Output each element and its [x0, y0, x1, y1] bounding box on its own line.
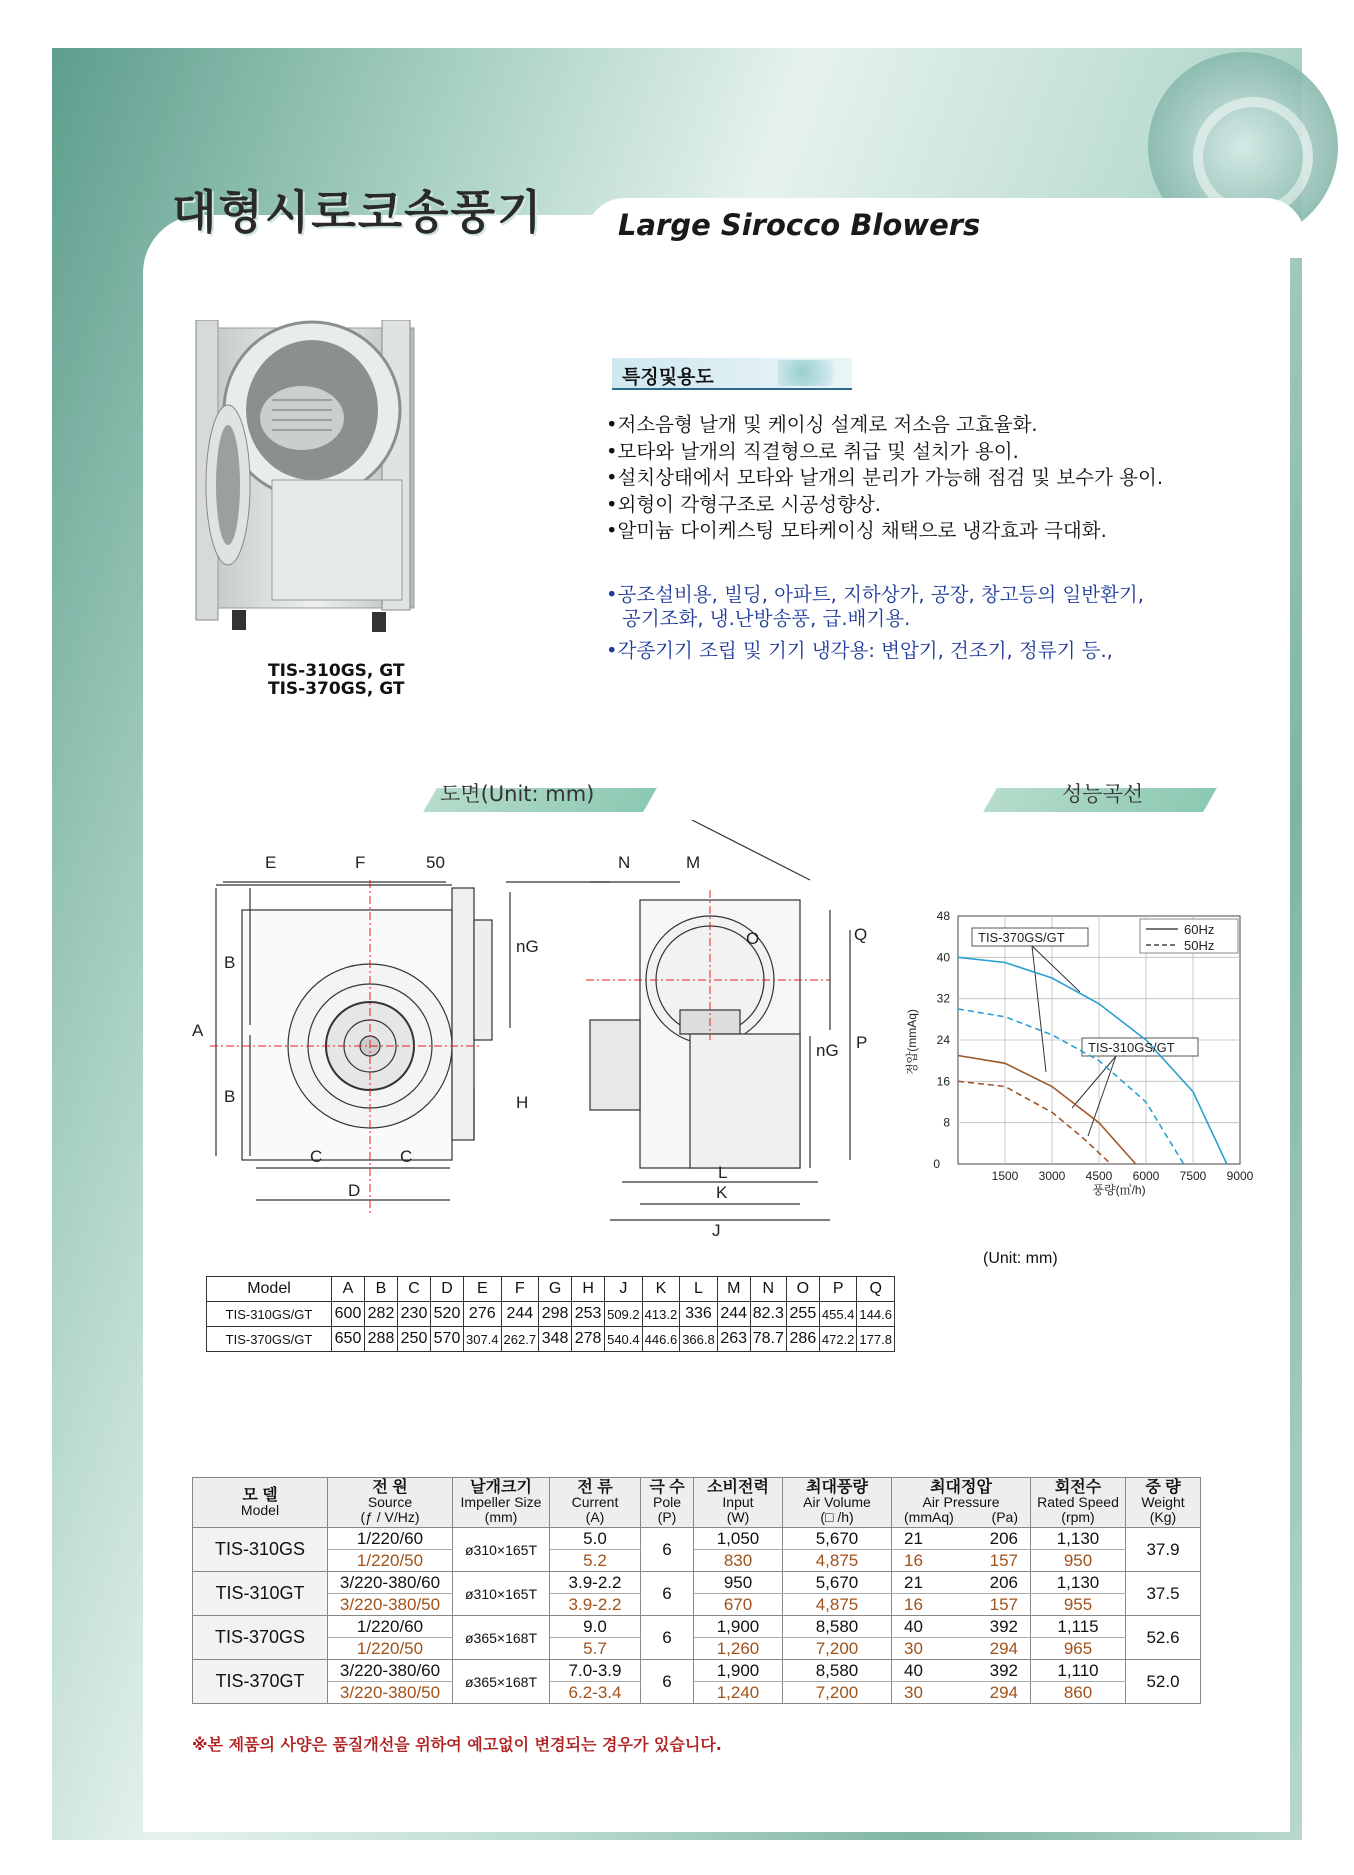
dimension-cell: 366.8 — [680, 1327, 718, 1352]
chart-y-axis-label: 정압(mmAq) — [905, 1009, 919, 1075]
dimension-cell: 348 — [539, 1327, 572, 1352]
spec-pressure-mmaq: 21 — [904, 1528, 923, 1548]
dimension-cell: 282 — [365, 1302, 398, 1327]
spec-input: 830 — [694, 1550, 783, 1572]
usage-list — [606, 583, 1144, 663]
spec-pressure-pa: 392 — [989, 1616, 1018, 1636]
spec-row — [193, 1594, 1201, 1616]
spec-impeller: ø365×168T — [453, 1616, 550, 1660]
spec-pole: 6 — [641, 1572, 694, 1616]
spec-pressure-mmaq: 21 — [904, 1572, 923, 1592]
dim-label-50: 50 — [426, 853, 445, 872]
dimension-cell: 144.6 — [857, 1302, 895, 1327]
chart-y-tick-label: 32 — [936, 991, 950, 1006]
dimension-cell: 276 — [464, 1302, 502, 1327]
chart-x-tick-label: 7500 — [1179, 1169, 1207, 1183]
dimension-cell: 650 — [332, 1327, 365, 1352]
spec-impeller: ø365×168T — [453, 1660, 550, 1704]
chart-y-tick-label: 16 — [936, 1074, 950, 1089]
spec-change-note: ※본 제품의 사양은 품질개선을 위하여 예고없이 변경되는 경우가 있습니다. — [192, 1735, 722, 1754]
dimension-cell: 263 — [717, 1327, 750, 1352]
dimension-row — [207, 1327, 895, 1352]
dimension-cell: 472.2 — [819, 1327, 857, 1352]
spec-pressure — [892, 1550, 1031, 1572]
dimension-header-cell: G — [539, 1277, 572, 1302]
spec-header-air-pressure: 최대정압 Air Pressure (mmAq) (Pa) — [892, 1478, 1031, 1528]
spec-pressure — [892, 1572, 1031, 1594]
spec-header-current: 전 류 Current (A) — [550, 1478, 641, 1528]
usage-item: •각종기기 조립 및 기기 냉각용: 변압기, 건조기, 정류기 등., — [606, 639, 1113, 662]
features-heading: 특징및용도 — [622, 366, 714, 388]
spec-pole: 6 — [641, 1616, 694, 1660]
spec-header-row — [193, 1478, 1201, 1528]
spec-row — [193, 1638, 1201, 1660]
dimension-cell: 278 — [572, 1327, 605, 1352]
chart-x-tick-label: 4500 — [1085, 1169, 1113, 1183]
chart-series-group — [958, 957, 1227, 1164]
spec-pressure-mmaq: 40 — [904, 1616, 923, 1636]
dimension-unit-note: (Unit: mm) — [983, 1250, 1058, 1267]
chart-y-tick-label: 48 — [936, 909, 950, 923]
dim-label-B: B — [224, 953, 236, 972]
spec-pressure-pa: 157 — [989, 1594, 1018, 1614]
dimension-header-cell: J — [605, 1277, 643, 1302]
dim-label-L: L — [718, 1163, 728, 1182]
feature-item: •알미늄 다이케스팅 모타케이싱 채택으로 냉각효과 극대화. — [606, 519, 1107, 542]
model-line: TIS-310GS, GT — [268, 661, 405, 681]
spec-source: 1/220/50 — [328, 1638, 453, 1660]
dim-label-P: P — [856, 1033, 868, 1052]
dim-label-H: H — [516, 1093, 529, 1112]
dimension-cell: 230 — [398, 1302, 431, 1327]
blower-photo — [192, 320, 432, 650]
spec-pressure-pa: 392 — [989, 1660, 1018, 1680]
spec-weight: 37.9 — [1126, 1528, 1201, 1572]
dimension-cell: TIS-370GS/GT — [207, 1327, 332, 1352]
dimension-cell: 509.2 — [605, 1302, 643, 1327]
dimension-cell: 446.6 — [642, 1327, 680, 1352]
spec-speed: 1,130 — [1031, 1528, 1126, 1550]
dimension-header-cell: A — [332, 1277, 365, 1302]
chart-legend-label: 60Hz — [1184, 922, 1215, 937]
spec-pole: 6 — [641, 1528, 694, 1572]
chart-x-tick-label: 9000 — [1226, 1169, 1254, 1183]
dim-label-C: C — [400, 1147, 413, 1166]
dimension-header-cell: C — [398, 1277, 431, 1302]
dim-label-nG: nG — [816, 1041, 839, 1060]
product-model-label — [268, 662, 405, 698]
chart-annotation: TIS-370GS/GT — [978, 930, 1065, 945]
spec-input: 1,260 — [694, 1638, 783, 1660]
dimension-row — [207, 1302, 895, 1327]
dimension-table — [206, 1276, 895, 1352]
dim-label-B: B — [224, 1087, 236, 1106]
dimension-header-cell: L — [680, 1277, 718, 1302]
spec-pressure-mmaq: 40 — [904, 1660, 923, 1680]
feature-item: •저소음형 날개 및 케이싱 설계로 저소음 고효율화. — [606, 413, 1038, 436]
chart-text-group — [904, 909, 1254, 1197]
spec-volume: 4,875 — [783, 1594, 892, 1616]
dimension-cell: 336 — [680, 1302, 718, 1327]
spec-model: TIS-370GS — [193, 1616, 328, 1660]
dimension-header-cell: Model — [207, 1277, 332, 1302]
spec-impeller: ø310×165T — [453, 1572, 550, 1616]
chart-series-line — [958, 1009, 1184, 1164]
spec-model: TIS-310GT — [193, 1572, 328, 1616]
chart-heading: 성능곡선 — [1062, 782, 1144, 806]
dimension-cell: 82.3 — [750, 1302, 786, 1327]
dimension-header-cell: Q — [857, 1277, 895, 1302]
dimension-header-cell: E — [464, 1277, 502, 1302]
dimension-cell: 307.4 — [464, 1327, 502, 1352]
spec-row — [193, 1528, 1201, 1550]
dimension-header-cell: B — [365, 1277, 398, 1302]
spec-current: 7.0-3.9 — [550, 1660, 641, 1682]
dimension-cell: 78.7 — [750, 1327, 786, 1352]
spec-volume: 8,580 — [783, 1660, 892, 1682]
chart-annotation-pointer — [1072, 1056, 1116, 1108]
spec-header-model: 모 델 Model — [193, 1478, 328, 1528]
spec-header-input: 소비전력 Input (W) — [694, 1478, 783, 1528]
spec-source: 3/220-380/60 — [328, 1660, 453, 1682]
spec-pressure — [892, 1616, 1031, 1638]
chart-y-tick-label: 40 — [936, 950, 950, 965]
spec-row — [193, 1682, 1201, 1704]
chart-annotation-pointer — [1032, 946, 1080, 992]
spec-current: 3.9-2.2 — [550, 1572, 641, 1594]
spec-current: 5.2 — [550, 1550, 641, 1572]
spec-speed: 1,110 — [1031, 1660, 1126, 1682]
spec-pressure-pa: 206 — [989, 1572, 1018, 1592]
spec-pressure-pa: 294 — [989, 1682, 1018, 1702]
chart-x-tick-label: 0 — [933, 1157, 940, 1171]
dim-label-E: E — [265, 853, 277, 872]
spec-pressure — [892, 1528, 1031, 1550]
spec-source: 1/220/50 — [328, 1550, 453, 1572]
chart-annotation: TIS-310GS/GT — [1088, 1040, 1175, 1055]
dimension-cell: 570 — [431, 1327, 464, 1352]
dimension-body — [207, 1302, 895, 1352]
dimension-header-cell: P — [819, 1277, 857, 1302]
spec-impeller: ø310×165T — [453, 1528, 550, 1572]
dimension-cell: 413.2 — [642, 1302, 680, 1327]
spec-source: 3/220-380/50 — [328, 1594, 453, 1616]
technical-drawing — [190, 820, 910, 1240]
chart-x-axis-label: 풍량(㎥/h) — [1092, 1183, 1146, 1197]
spec-input: 1,240 — [694, 1682, 783, 1704]
spec-current: 9.0 — [550, 1616, 641, 1638]
dimension-header-cell: D — [431, 1277, 464, 1302]
chart-y-tick-label: 8 — [943, 1115, 950, 1130]
spec-weight: 37.5 — [1126, 1572, 1201, 1616]
spec-volume: 5,670 — [783, 1528, 892, 1550]
spec-volume: 5,670 — [783, 1572, 892, 1594]
spec-header-air-volume: 최대풍량 Air Volume (□ /h) — [783, 1478, 892, 1528]
chart-y-tick-label: 24 — [936, 1033, 950, 1047]
spec-volume: 7,200 — [783, 1638, 892, 1660]
spec-pressure-mmaq: 16 — [904, 1550, 923, 1570]
spec-header-source: 전 원 Source (ƒ / V/Hz) — [328, 1478, 453, 1528]
dimension-cell: 600 — [332, 1302, 365, 1327]
spec-pressure-mmaq: 30 — [904, 1638, 923, 1658]
spec-pressure — [892, 1638, 1031, 1660]
usage-item: •공조설비용, 빌딩, 아파트, 지하상가, 공장, 창고등의 일반환기, — [606, 583, 1144, 606]
spec-volume: 7,200 — [783, 1682, 892, 1704]
dimension-cell: 177.8 — [857, 1327, 895, 1352]
spec-source: 1/220/60 — [328, 1616, 453, 1638]
dimension-header-row — [207, 1277, 895, 1302]
chart-x-tick-label: 1500 — [991, 1169, 1019, 1183]
dimension-cell: 298 — [539, 1302, 572, 1327]
chart-x-tick-label: 6000 — [1132, 1169, 1160, 1183]
spec-current: 5.7 — [550, 1638, 641, 1660]
spec-row — [193, 1550, 1201, 1572]
dimension-cell: 253 — [572, 1302, 605, 1327]
dimension-header-cell: H — [572, 1277, 605, 1302]
dimension-cell: 455.4 — [819, 1302, 857, 1327]
chart-x-tick-label: 3000 — [1038, 1169, 1066, 1183]
dimension-header-cell: O — [786, 1277, 819, 1302]
spec-body — [193, 1528, 1201, 1704]
dim-label-N: N — [618, 853, 631, 872]
spec-current: 5.0 — [550, 1528, 641, 1550]
spec-current: 6.2-3.4 — [550, 1682, 641, 1704]
spec-header-speed: 회전수 Rated Speed (rpm) — [1031, 1478, 1126, 1528]
dimension-cell: 244 — [501, 1302, 539, 1327]
spec-source: 3/220-380/50 — [328, 1682, 453, 1704]
features-heading-bar — [612, 358, 852, 390]
spec-pressure-mmaq: 16 — [904, 1594, 923, 1614]
spec-pole: 6 — [641, 1660, 694, 1704]
spec-speed: 955 — [1031, 1594, 1126, 1616]
dim-label-A: A — [192, 1021, 204, 1040]
spec-pressure — [892, 1682, 1031, 1704]
dim-label-Q: Q — [854, 925, 868, 944]
dim-label-F: F — [355, 853, 366, 872]
fan-icon — [778, 360, 848, 386]
spec-weight: 52.0 — [1126, 1660, 1201, 1704]
dimension-cell: 520 — [431, 1302, 464, 1327]
spec-speed: 950 — [1031, 1550, 1126, 1572]
dimension-cell: 540.4 — [605, 1327, 643, 1352]
spec-pressure-pa: 206 — [989, 1528, 1018, 1548]
spec-weight: 52.6 — [1126, 1616, 1201, 1660]
spec-pressure-pa: 157 — [989, 1550, 1018, 1570]
dim-label-nG: nG — [516, 937, 539, 956]
spec-input: 670 — [694, 1594, 783, 1616]
spec-input: 1,900 — [694, 1660, 783, 1682]
spec-header-weight: 중 량 Weight (Kg) — [1126, 1478, 1201, 1528]
dimension-cell: 255 — [786, 1302, 819, 1327]
feature-list — [606, 412, 1163, 545]
spec-pressure-pa: 294 — [989, 1638, 1018, 1658]
feature-item: •외형이 각형구조로 시공성향상. — [606, 492, 881, 516]
spec-table — [192, 1477, 1201, 1704]
dim-label-M: M — [686, 853, 701, 872]
page-title-english: Large Sirocco Blowers — [618, 208, 981, 242]
dimension-cell: TIS-310GS/GT — [207, 1302, 332, 1327]
spec-row — [193, 1660, 1201, 1682]
dimension-cell: 288 — [365, 1327, 398, 1352]
spec-speed: 1,115 — [1031, 1616, 1126, 1638]
dimension-header-cell: F — [501, 1277, 539, 1302]
spec-row — [193, 1572, 1201, 1594]
dim-label-K: K — [716, 1183, 728, 1202]
feature-item: •설치상태에서 모타와 날개의 분리가 가능해 점검 및 보수가 용이. — [606, 466, 1164, 489]
dim-label-D: D — [348, 1181, 361, 1200]
dimension-cell: 262.7 — [501, 1327, 539, 1352]
feature-item: •모타와 날개의 직결형으로 취급 및 설치가 용이. — [606, 439, 1019, 463]
spec-speed: 1,130 — [1031, 1572, 1126, 1594]
drawing-heading: 도면(Unit: mm) — [440, 782, 595, 806]
spec-model: TIS-310GS — [193, 1528, 328, 1572]
spec-model: TIS-370GT — [193, 1660, 328, 1704]
dimension-header-cell: K — [642, 1277, 680, 1302]
spec-row — [193, 1616, 1201, 1638]
spec-speed: 965 — [1031, 1638, 1126, 1660]
spec-source: 3/220-380/60 — [328, 1572, 453, 1594]
spec-volume: 4,875 — [783, 1550, 892, 1572]
dimension-cell: 244 — [717, 1302, 750, 1327]
spec-pressure — [892, 1594, 1031, 1616]
chart-annotation-pointer — [1088, 1056, 1116, 1136]
performance-chart — [902, 892, 1262, 1212]
spec-input: 1,900 — [694, 1616, 783, 1638]
usage-item: 공기조화, 냉.난방송풍, 급.배기용. — [622, 607, 911, 630]
dimension-header-cell: M — [717, 1277, 750, 1302]
dim-label-O: O — [746, 929, 760, 948]
spec-source: 1/220/60 — [328, 1528, 453, 1550]
dimension-cell: 286 — [786, 1327, 819, 1352]
dim-label-C: C — [310, 1147, 323, 1166]
spec-volume: 8,580 — [783, 1616, 892, 1638]
chart-annotation-pointer — [1032, 946, 1046, 1072]
dimension-cell: 250 — [398, 1327, 431, 1352]
spec-speed: 860 — [1031, 1682, 1126, 1704]
spec-pressure — [892, 1660, 1031, 1682]
dim-label-J: J — [712, 1221, 721, 1240]
spec-pressure-mmaq: 30 — [904, 1682, 923, 1702]
model-line: TIS-370GS, GT — [268, 679, 405, 699]
chart-legend-label: 50Hz — [1184, 938, 1215, 953]
page-title-korean: 대형시로코송풍기 — [172, 185, 544, 239]
spec-input: 950 — [694, 1572, 783, 1594]
spec-header-pole: 극 수 Pole (P) — [641, 1478, 694, 1528]
spec-header-impeller: 날개크기 Impeller Size (mm) — [453, 1478, 550, 1528]
spec-current: 3.9-2.2 — [550, 1594, 641, 1616]
chart-series-line — [958, 957, 1227, 1164]
dimension-header-cell: N — [750, 1277, 786, 1302]
spec-input: 1,050 — [694, 1528, 783, 1550]
